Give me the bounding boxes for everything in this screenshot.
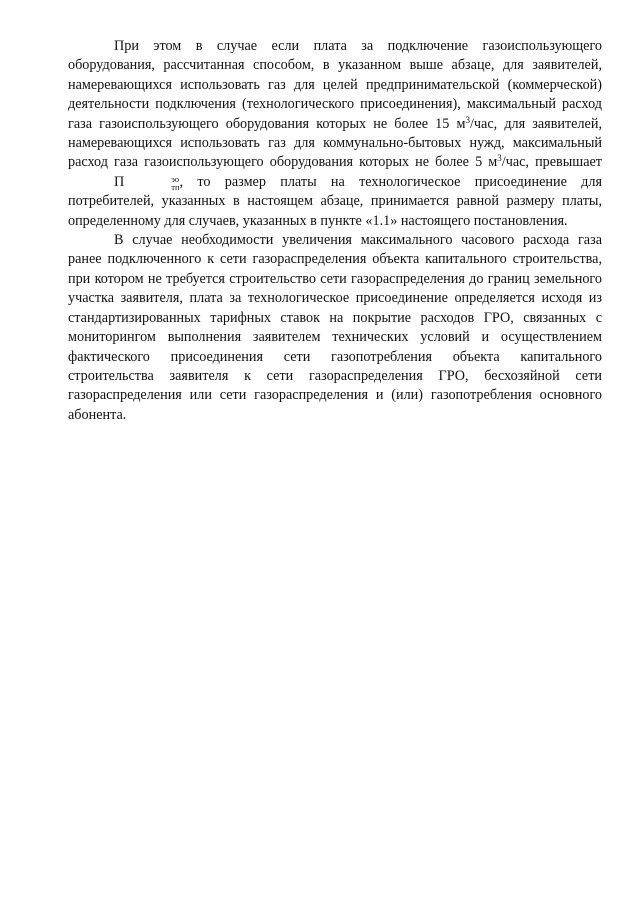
fee-formula	[68, 173, 180, 192]
paragraph-text-part-3: /час, превышает	[501, 154, 603, 171]
paragraph-fee-condition	[68, 37, 602, 231]
paragraph-text-part-4: , то размер платы на технологическое присоединение для потребителей, указанных в настоящем абзаце, принимается равной размеру платы, определенному для случаев, указанных в пункте «1.1» настоящего постановления.	[68, 173, 602, 229]
formula-symbol: П	[114, 173, 125, 190]
cubic-superscript-1: 3	[465, 114, 470, 125]
paragraph-capacity-increase: В случае необходимости увеличения максимального часового расхода газа ранее подключенного к сети газораспределения объекта капитального строительства, при котором не требуется строительство сети газораспределения до границ земельного участка заявителя, плата за технологическое присоединение определяется исходя из стандартизированных тарифных ставок на покрытие расходов ГРО, связанных с мониторингом выполнения заявителем технических условий и осуществлением фактического присоединения сети газопотребления объекта капитального строительства заявителя к сети газораспределения ГРО, бесхозяйной сети газораспределения или сети газораспределения и (или) газопотребления основного абонента.	[68, 232, 602, 423]
formula-subscript: тп	[171, 181, 180, 192]
formula-superscript: эо	[171, 173, 180, 184]
paragraph-text-part-1: При этом в случае если плата за подключение газоиспользующего оборудования, рассчитанная способом, в указанном выше абзаце, для заявителей, намеревающихся использовать газ для целей предпринимательской (коммерческой) деятельности подключения (технологического присоединения), максимальный расход газа газоиспользующего оборудования которых не более 15 м	[68, 38, 602, 132]
document-page	[68, 37, 602, 425]
formula-indices	[125, 175, 179, 191]
paragraph-text-part-2: /час, для заявителей, намеревающихся использовать газ для коммунально-бытовых нужд, максимальный расход газа газоиспользующего оборудования которых не более 5 м	[68, 115, 602, 171]
cubic-superscript-2: 3	[497, 153, 502, 164]
